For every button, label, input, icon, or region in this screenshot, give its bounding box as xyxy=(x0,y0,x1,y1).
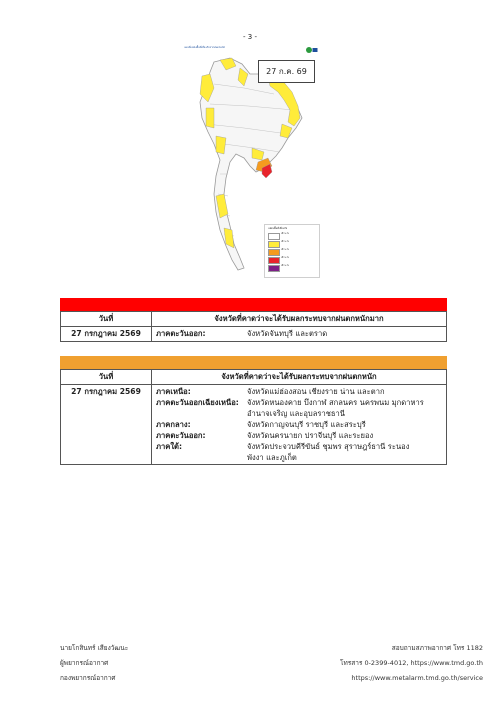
region-provinces: จังหวัดจันทบุรี และตราด xyxy=(247,329,328,338)
very-heavy-rain-table xyxy=(60,298,447,342)
page-number: - 3 - xyxy=(243,33,257,41)
legend-swatch-yellow xyxy=(268,241,280,248)
legend-label: เฝ้าระวัง xyxy=(281,256,289,259)
map-legend xyxy=(264,224,320,278)
region-name: ภาคตะวันออก: xyxy=(156,329,206,338)
map-caption: แผนที่แสดงพื้นที่เสี่ยงภัยจากฝนตกหนัก xyxy=(184,46,226,49)
table-row xyxy=(61,385,447,465)
footer-signature xyxy=(60,641,128,686)
legend-label: เฝ้าระวัง xyxy=(281,264,289,267)
legend-item xyxy=(268,265,318,272)
very-heavy-rain-bar xyxy=(60,298,447,311)
header-date: วันที่ xyxy=(61,370,152,385)
heavy-rain-bar xyxy=(60,356,447,369)
forecaster-title: ผู้พยากรณ์อากาศ xyxy=(60,659,109,667)
contact-service-link[interactable]: https://www.metalarm.tmd.go.th/service xyxy=(351,674,483,682)
legend-item xyxy=(268,233,318,240)
region-provinces: จังหวัดประจวบคีรีขันธ์ ชุมพร สุราษฎร์ธานี ระนอง xyxy=(247,442,410,451)
row-date: 27 กรกฎาคม 2569 xyxy=(61,385,152,465)
region-provinces: จังหวัดกาญจนบุรี ราชบุรี และสระบุรี xyxy=(247,420,366,429)
forecaster-name: นายโกสินทร์ เสียงวัฒนะ xyxy=(60,644,129,652)
region-line xyxy=(156,419,442,430)
region-provinces: จังหวัดหนองคาย บึงกาฬ สกลนคร นครพนม มุกดาหาร xyxy=(247,398,424,407)
table xyxy=(60,369,447,465)
contact-fax-website[interactable]: โทรสาร 0-2399-4012, https://www.tmd.go.th xyxy=(340,659,483,667)
region-line xyxy=(156,452,442,463)
region-name xyxy=(156,408,247,419)
region-line xyxy=(156,386,442,397)
legend-swatch-white xyxy=(268,233,280,240)
legend-label: เฝ้าระวัง xyxy=(281,248,289,251)
region-provinces: พังงา และภูเก็ต xyxy=(247,453,297,462)
row-provinces xyxy=(152,385,447,465)
header-provinces: จังหวัดที่คาดว่าจะได้รับผลกระทบจากฝนตกหนัก xyxy=(152,370,447,385)
legend-swatch-purple xyxy=(268,265,280,272)
region-line xyxy=(156,408,442,419)
region-name: ภาคกลาง: xyxy=(156,420,191,429)
region-name: ภาคตะวันออก: xyxy=(156,431,206,440)
legend-title: แสดงพื้นที่เสี่ยงภัย xyxy=(268,227,288,230)
region-provinces: อำนาจเจริญ และอุบลราชธานี xyxy=(247,409,345,418)
legend-item xyxy=(268,241,318,248)
legend-label: เฝ้าระวัง xyxy=(281,232,289,235)
forecaster-division: กองพยากรณ์อากาศ xyxy=(60,674,116,682)
risk-map-figure xyxy=(184,44,320,276)
map-yellow-tak xyxy=(206,108,214,128)
region-provinces: จังหวัดนครนายก ปราจีนบุรี และระยอง xyxy=(247,431,374,440)
region-line xyxy=(156,430,442,441)
footer-contact xyxy=(340,641,483,686)
legend-swatch-red xyxy=(268,257,280,264)
contact-hotline: สอบถามสภาพอากาศ โทร 1182 xyxy=(391,644,483,652)
table xyxy=(60,311,447,342)
heavy-rain-table xyxy=(60,356,447,465)
region-name xyxy=(156,452,247,463)
table-row xyxy=(61,327,447,342)
legend-swatch-orange xyxy=(268,249,280,256)
region-line xyxy=(156,397,442,408)
region-name: ภาคเหนือ: xyxy=(156,387,191,396)
header-provinces: จังหวัดที่คาดว่าจะได้รับผลกระทบจากฝนตกหนักมาก xyxy=(152,312,447,327)
map-yellow-central xyxy=(216,136,226,154)
header-date: วันที่ xyxy=(61,312,152,327)
region-line xyxy=(156,441,442,452)
legend-label: เฝ้าระวัง xyxy=(281,240,289,243)
map-date-box: 27 ก.ค. 69 xyxy=(258,60,315,83)
region-provinces: จังหวัดแม่ฮ่องสอน เชียงราย น่าน และตาก xyxy=(247,387,385,396)
region-name: ภาคใต้: xyxy=(156,442,183,451)
legend-item xyxy=(268,249,318,256)
row-date: 27 กรกฎาคม 2569 xyxy=(61,327,152,342)
legend-item xyxy=(268,257,318,264)
region-name: ภาคตะวันออกเฉียงเหนือ: xyxy=(156,398,239,407)
row-provinces xyxy=(152,327,447,342)
region-line xyxy=(156,328,442,339)
